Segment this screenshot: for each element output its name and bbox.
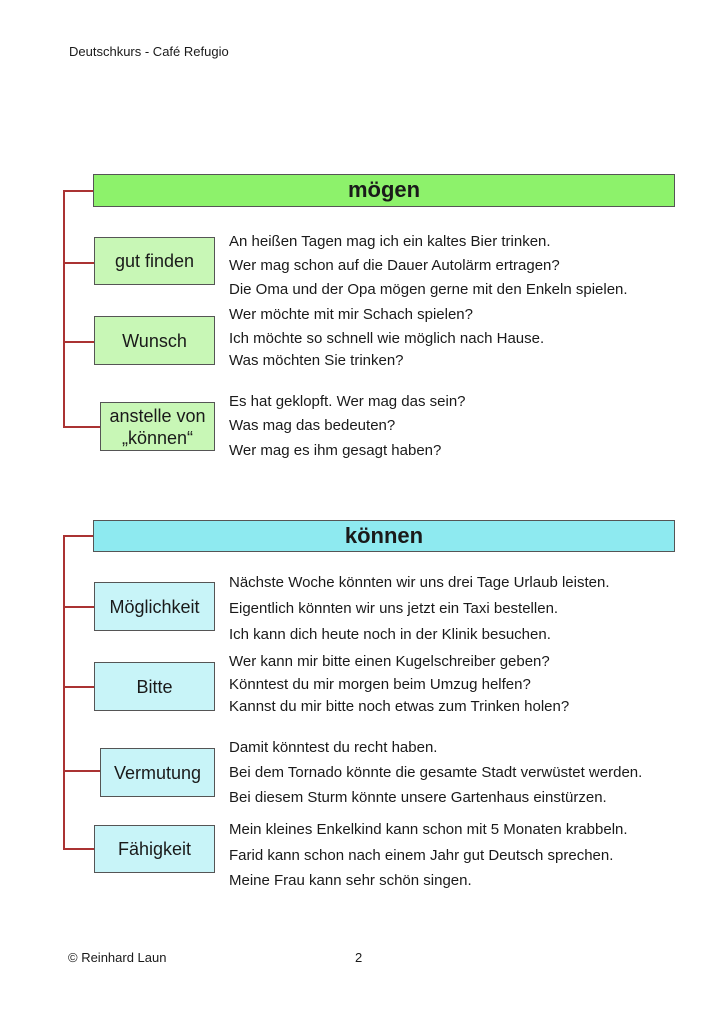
bracket-vertical-line xyxy=(63,190,65,428)
example-sentence: Eigentlich könnten wir uns jetzt ein Taxi bestellen. xyxy=(229,600,559,617)
copyright-text: © Reinhard Laun xyxy=(68,950,167,965)
example-sentence: Wer mag es ihm gesagt haben? xyxy=(229,442,442,459)
category-label: Möglichkeit xyxy=(109,596,200,617)
example-sentence: Wer mag schon auf die Dauer Autolärm ertragen? xyxy=(229,257,560,274)
category-label: gut finden xyxy=(114,251,195,271)
bracket-connector xyxy=(63,262,94,264)
example-sentence: Ich möchte so schnell wie möglich nach Hause. xyxy=(229,330,545,347)
example-sentence: Damit könntest du recht haben. xyxy=(229,739,438,756)
example-sentence: Es hat geklopft. Wer mag das sein? xyxy=(229,393,466,410)
example-sentence: Was mag das bedeuten? xyxy=(229,417,396,434)
bracket-connector xyxy=(63,535,93,537)
category-label: Bitte xyxy=(136,676,173,697)
example-sentence: Nächste Woche könnten wir uns drei Tage Urlaub leisten. xyxy=(229,574,610,591)
bracket-vertical-line xyxy=(63,535,65,850)
section-title: können xyxy=(93,520,675,552)
bracket-connector xyxy=(63,770,100,772)
bracket-connector xyxy=(63,341,94,343)
category-box xyxy=(94,582,215,631)
example-sentence: Mein kleines Enkelkind kann schon mit 5 Monaten krabbeln. xyxy=(229,821,628,838)
example-sentence: Ich kann dich heute noch in der Klinik besuchen. xyxy=(229,626,551,643)
category-label: Wunsch xyxy=(122,330,187,351)
example-sentence: Wer möchte mit mir Schach spielen? xyxy=(229,306,473,323)
example-sentence: Kannst du mir bitte noch etwas zum Trinken holen? xyxy=(229,698,570,715)
section-title: mögen xyxy=(93,174,675,207)
example-sentence: Farid kann schon nach einem Jahr gut Deutsch sprechen. xyxy=(229,847,614,864)
bracket-connector xyxy=(63,426,100,428)
category-box xyxy=(94,662,215,711)
category-label: anstelle von „können“ xyxy=(109,405,206,448)
category-box xyxy=(94,825,215,873)
category-box xyxy=(100,748,215,797)
page-number: 2 xyxy=(355,950,363,965)
category-box xyxy=(94,237,215,285)
example-sentence: An heißen Tagen mag ich ein kaltes Bier trinken. xyxy=(229,233,551,250)
bracket-connector xyxy=(63,686,94,688)
example-sentence: Könntest du mir morgen beim Umzug helfen? xyxy=(229,676,531,693)
example-sentence: Die Oma und der Opa mögen gerne mit den Enkeln spielen. xyxy=(229,281,628,298)
category-box xyxy=(94,316,215,365)
bracket-connector xyxy=(63,190,93,192)
example-sentence: Meine Frau kann sehr schön singen. xyxy=(229,872,472,889)
example-sentence: Wer kann mir bitte einen Kugelschreiber geben? xyxy=(229,653,550,670)
category-label: Fähigkeit xyxy=(117,839,192,859)
category-box xyxy=(100,402,215,451)
example-sentence: Was möchten Sie trinken? xyxy=(229,352,404,369)
example-sentence: Bei dem Tornado könnte die gesamte Stadt verwüstet werden. xyxy=(229,764,643,781)
bracket-connector xyxy=(63,848,94,850)
category-label: Vermutung xyxy=(113,762,202,783)
page-header: Deutschkurs - Café Refugio xyxy=(69,44,229,59)
bracket-connector xyxy=(63,606,94,608)
example-sentence: Bei diesem Sturm könnte unsere Gartenhaus einstürzen. xyxy=(229,789,607,806)
